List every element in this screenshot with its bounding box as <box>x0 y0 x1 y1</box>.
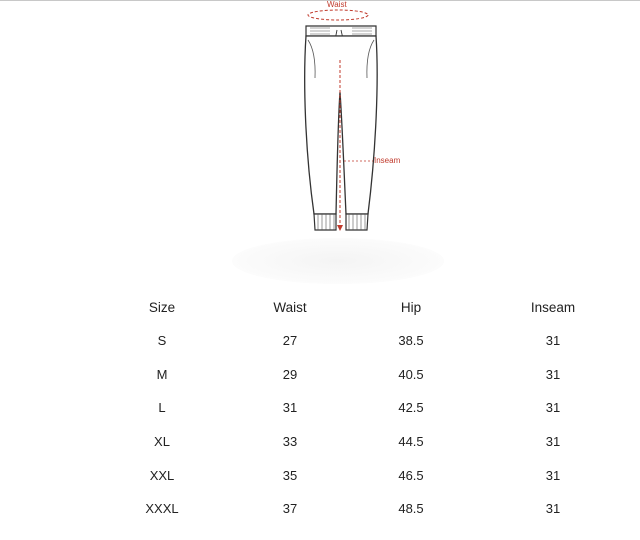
inseam-arrow-icon <box>337 225 343 231</box>
header-size: Size <box>148 299 176 315</box>
header-waist: Waist <box>273 299 307 315</box>
cell-hip: 38.5 <box>398 333 424 349</box>
waist-measure-line <box>308 10 368 20</box>
table-header-row <box>100 290 640 324</box>
inseam-label: Inseam <box>374 156 401 165</box>
cell-size: M <box>156 366 168 382</box>
cell-waist: 35 <box>282 467 298 483</box>
cell-hip: 40.5 <box>398 366 424 382</box>
pants-diagram <box>290 0 430 240</box>
cell-size: XXXL <box>145 501 179 517</box>
cell-waist: 31 <box>282 400 298 416</box>
cell-waist: 29 <box>282 366 298 382</box>
cell-hip: 44.5 <box>398 434 424 450</box>
cell-size: XL <box>154 434 170 450</box>
background-smudge <box>232 238 444 284</box>
cell-hip: 46.5 <box>398 467 424 483</box>
pants-illustration <box>290 0 430 240</box>
table-row <box>100 391 640 425</box>
cell-inseam: 31 <box>545 333 561 349</box>
header-hip: Hip <box>400 299 422 315</box>
cell-size: XXL <box>149 467 175 483</box>
table-row <box>100 458 640 492</box>
table-row <box>100 324 640 358</box>
cell-waist: 33 <box>282 434 298 450</box>
cell-size: S <box>157 333 167 349</box>
cell-inseam: 31 <box>545 400 561 416</box>
cell-inseam: 31 <box>545 366 561 382</box>
pants-outline <box>305 36 377 214</box>
size-chart-table <box>100 290 640 526</box>
waist-label: Waist <box>327 0 347 9</box>
header-inseam: Inseam <box>530 299 576 315</box>
cell-inseam: 31 <box>545 434 561 450</box>
cell-hip: 42.5 <box>398 400 424 416</box>
table-row <box>100 358 640 392</box>
cell-inseam: 31 <box>545 467 561 483</box>
table-row <box>100 492 640 526</box>
cell-hip: 48.5 <box>398 501 424 517</box>
cell-size: L <box>158 400 166 416</box>
cell-waist: 37 <box>282 501 298 517</box>
cell-waist: 27 <box>282 333 298 349</box>
left-cuff <box>314 214 336 230</box>
table-row <box>100 425 640 459</box>
cell-inseam: 31 <box>545 501 561 517</box>
